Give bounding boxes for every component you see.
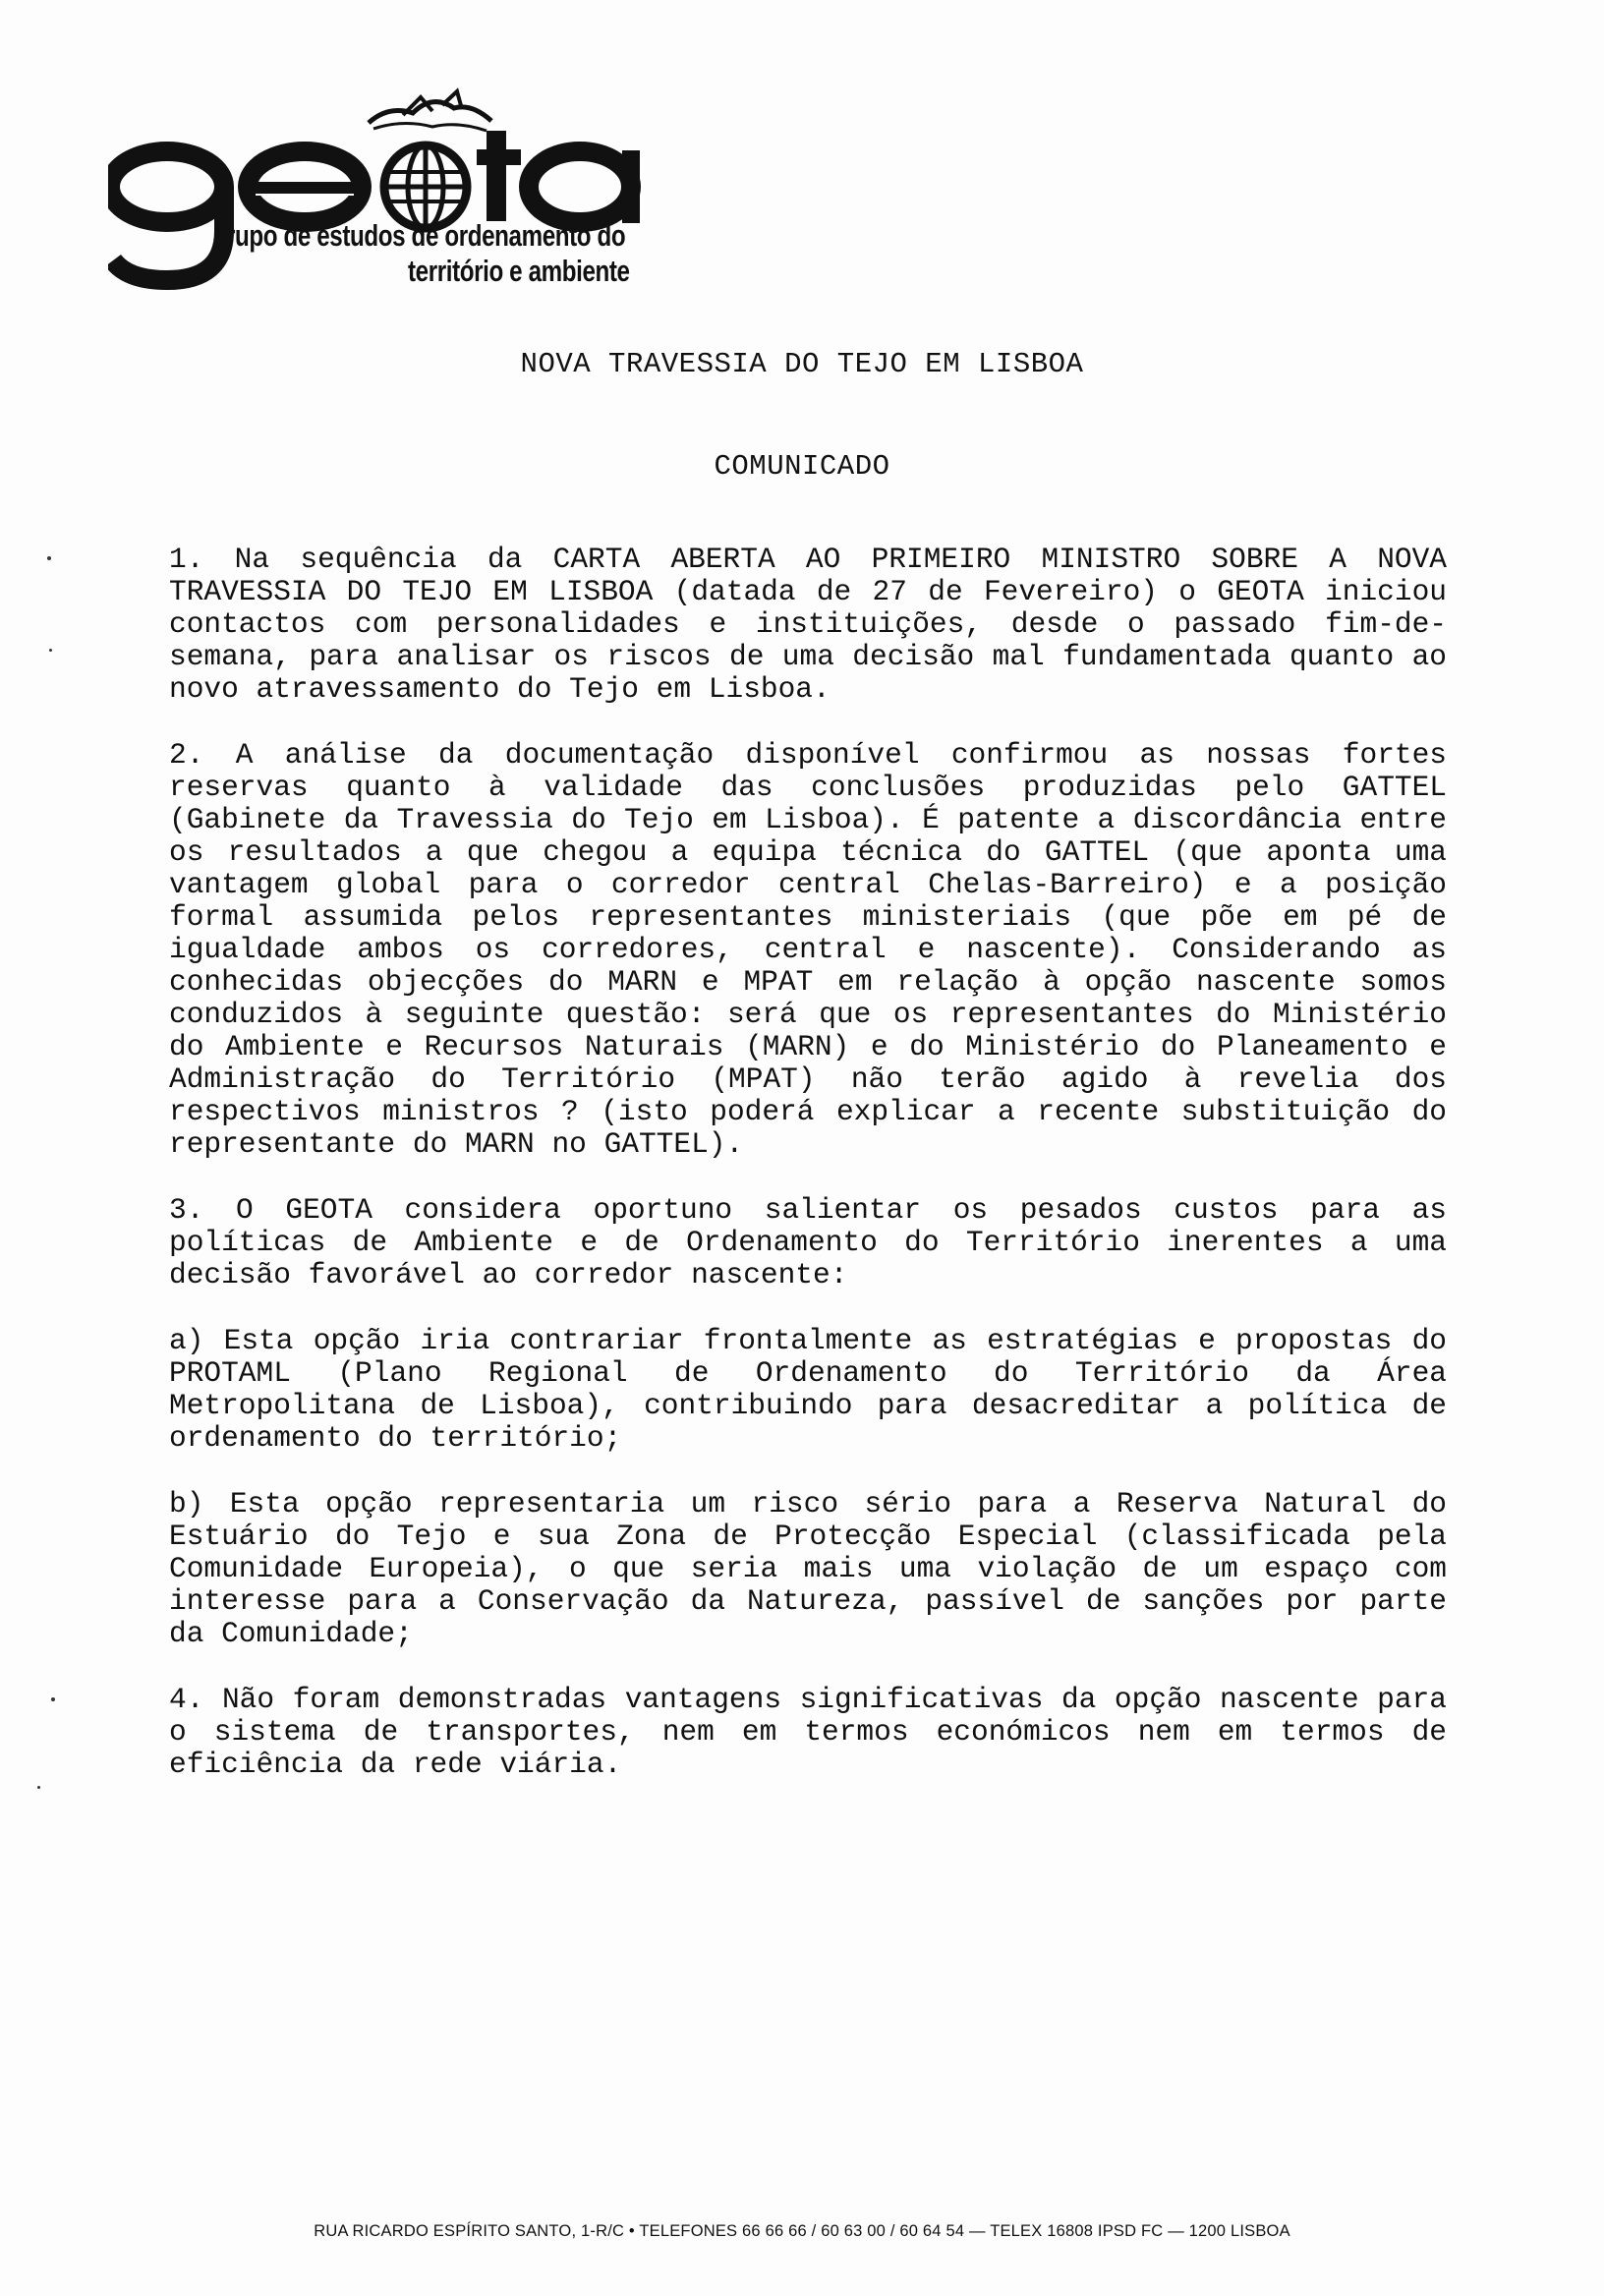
paragraph-2: 2. A análise da documentação disponível confirmou as nossas fortes reservas quanto à validade das conclusões produzidas pelo GATTEL (Gabinete da Travessia do Tejo em Lisboa). É patente a discordância entre os resultados a que chegou a equipa técnica do GATTEL (que aponta uma vantagem global para o corredor central Chelas-Barreiro) e a posição formal assumida pelos representantes ministeriais (que põe em pé de igualdade ambos os corredores, central e nascente). Considerando as conhecidas objecções do MARN e MPAT em relação à opção nascente somos conduzidos à seguinte questão: será que os representantes do Ministério do Ambiente e Recursos Naturais (MARN) e do Ministério do Planeamento e Administração do Território (MPAT) não terão agido à revelia dos respectivos ministros ? (isto poderá explicar a recente substituição do representante do MARN no GATTEL). <box>169 738 1447 1161</box>
geota-logo <box>108 84 659 300</box>
scan-speck <box>51 1697 55 1701</box>
logo-tagline-line2: território e ambiente <box>408 254 630 288</box>
document-body <box>169 544 1447 1814</box>
document-title: NOVA TRAVESSIA DO TEJO EM LISBOA <box>520 348 1084 380</box>
paragraph-3b: b) Esta opção representaria um risco sério para a Reserva Natural do Estuário do Tejo e sua Zona de Protecção Especial (classificada pela Comunidade Europeia), o que seria mais uma violação de um espaço com interesse para a Conservação da Natureza, passível de sanções por parte da Comunidade; <box>169 1487 1447 1650</box>
scan-speck <box>37 1786 40 1789</box>
document-subtitle: COMUNICADO <box>714 450 890 483</box>
paragraph-3: 3. O GEOTA considera oportuno salientar os pesados custos para as políticas de Ambiente e de Ordenamento do Território inerentes a uma decisão favorável ao corredor nascente: <box>169 1193 1447 1292</box>
logo-tagline-line1: rupo de estudos de ordenamento do <box>226 218 626 253</box>
scan-speck <box>49 649 52 652</box>
scan-speck <box>47 556 51 560</box>
paragraph-4: 4. Não foram demonstradas vantagens significativas da opção nascente para o sistema de transportes, nem em termos económicos nem em termos de eficiência da rede viária. <box>169 1683 1447 1781</box>
paragraph-1: 1. Na sequência da CARTA ABERTA AO PRIMEIRO MINISTRO SOBRE A NOVA TRAVESSIA DO TEJO EM LISBOA (datada de 27 de Fevereiro) o GEOTA iniciou contactos com personalidades e instituições, desde o passado fim-de-semana, para analisar os riscos de uma decisão mal fundamentada quanto ao novo atravessamento do Tejo em Lisboa. <box>169 543 1447 706</box>
paragraph-3a: a) Esta opção iria contrariar frontalmente as estratégias e propostas do PROTAML (Plano Regional de Ordenamento do Território da Área Metropolitana de Lisboa), contribuindo para desacreditar a política de ordenamento do território; <box>169 1324 1447 1455</box>
letterhead-footer: RUA RICARDO ESPÍRITO SANTO, 1-R/C • TELEFONES 66 66 66 / 60 63 00 / 60 64 54 — TELEX 16808 IPSD FC — 1200 LISBOA <box>314 2222 1290 2240</box>
